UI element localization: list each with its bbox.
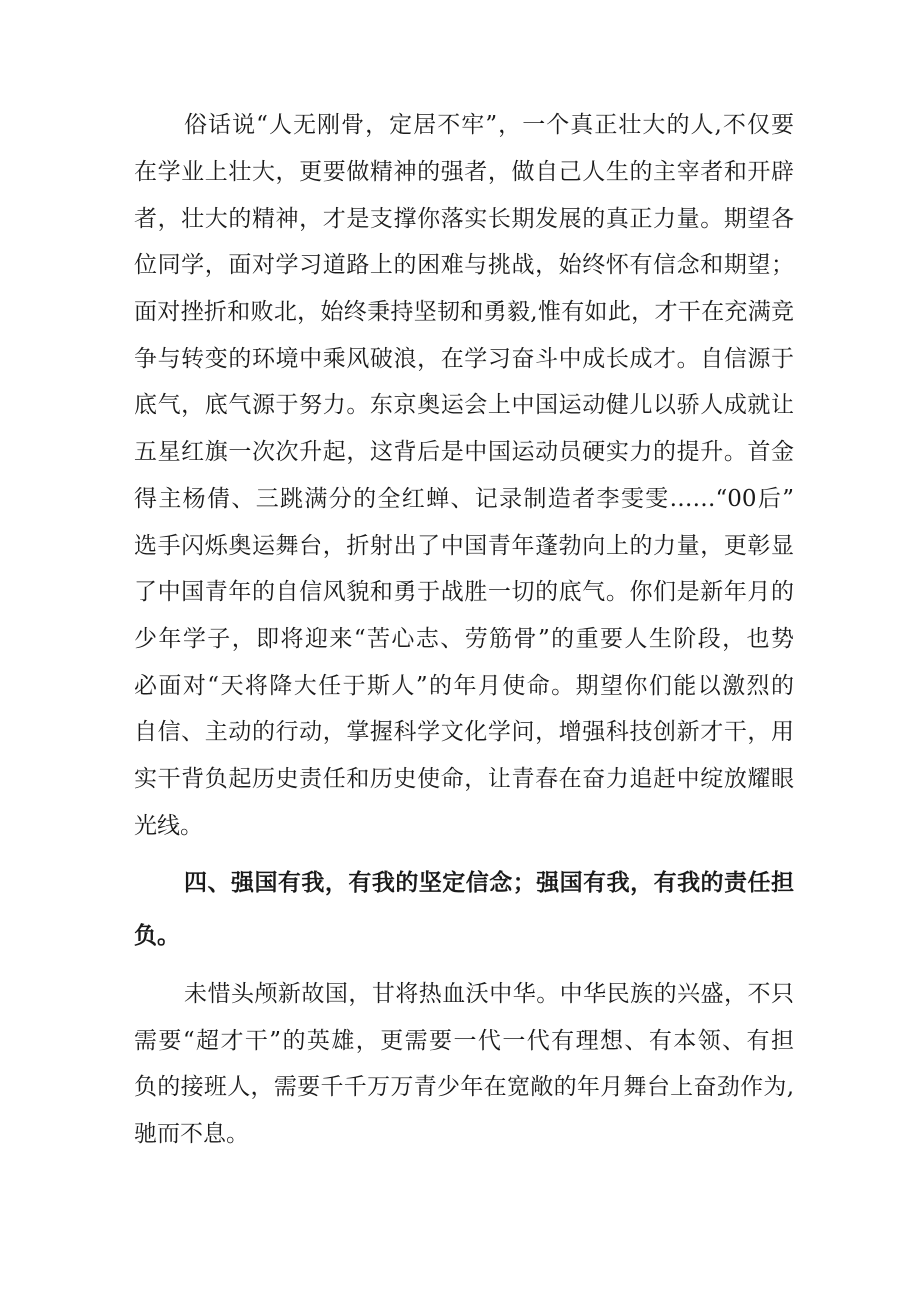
body-text-line: 必面对“天将降大任于斯人”的年月使命。期望你们能以激烈的 <box>134 673 794 699</box>
body-text-line: 少年学子，即将迎来“苦心志、劳筋骨”的重要人生阶段，也势 <box>134 626 794 652</box>
body-text-line: 选手闪烁奥运舞台，折射出了中国青年蓬勃向上的力量，更彰显 <box>134 533 794 559</box>
body-text-line: 俗话说“人无刚骨，定居不牢”，一个真正壮大的人,不仅要 <box>184 112 794 138</box>
body-text-line: 驰而不息。 <box>134 1121 249 1147</box>
body-text-line: 面对挫折和败北，始终秉持坚韧和勇毅,惟有如此，才干在充满竞 <box>134 299 794 325</box>
body-text-line: 五星红旗一次次升起，这背后是中国运动员硬实力的提升。首金 <box>134 439 794 465</box>
body-text-line: 在学业上壮大，更要做精神的强者，做自己人生的主宰者和开辟 <box>134 159 794 185</box>
body-text-line: 得主杨倩、三跳满分的全红蝉、记录制造者李雯雯……“00后” <box>134 486 794 512</box>
body-text-line: 自信、主动的行动，掌握科学文化学问，增强科技创新才干，用 <box>134 719 794 745</box>
body-text-line: 未惜头颅新故国，甘将热血沃中华。中华民族的兴盛，不只 <box>184 981 794 1007</box>
body-text-line: 争与转变的环境中乘风破浪，在学习奋斗中成长成才。自信源于 <box>134 346 794 372</box>
body-text-line: 光线。 <box>134 813 203 839</box>
body-text-line: 者，壮大的精神，才是支撑你落实长期发展的真正力量。期望各 <box>134 206 794 232</box>
section-heading: 负。 <box>134 923 180 949</box>
body-text-line: 负的接班人，需要千千万万青少年在宽敞的年月舞台上奋劲作为, <box>134 1074 794 1100</box>
body-text-line: 了中国青年的自信风貌和勇于战胜一切的底气。你们是新年月的 <box>134 579 794 605</box>
body-text-line: 位同学，面对学习道路上的困难与挑战，始终怀有信念和期望； <box>134 252 794 278</box>
body-text-line: 底气，底气源于努力。东京奥运会上中国运动健儿以骄人成就让 <box>134 392 794 418</box>
body-text-line: 需要“超才干”的英雄，更需要一代一代有理想、有本领、有担 <box>134 1028 794 1054</box>
section-heading: 四、强国有我，有我的坚定信念；强国有我，有我的责任担 <box>184 870 794 896</box>
body-text-line: 实干背负起历史责任和历史使命，让青春在奋力追赶中绽放耀眼 <box>134 766 794 792</box>
